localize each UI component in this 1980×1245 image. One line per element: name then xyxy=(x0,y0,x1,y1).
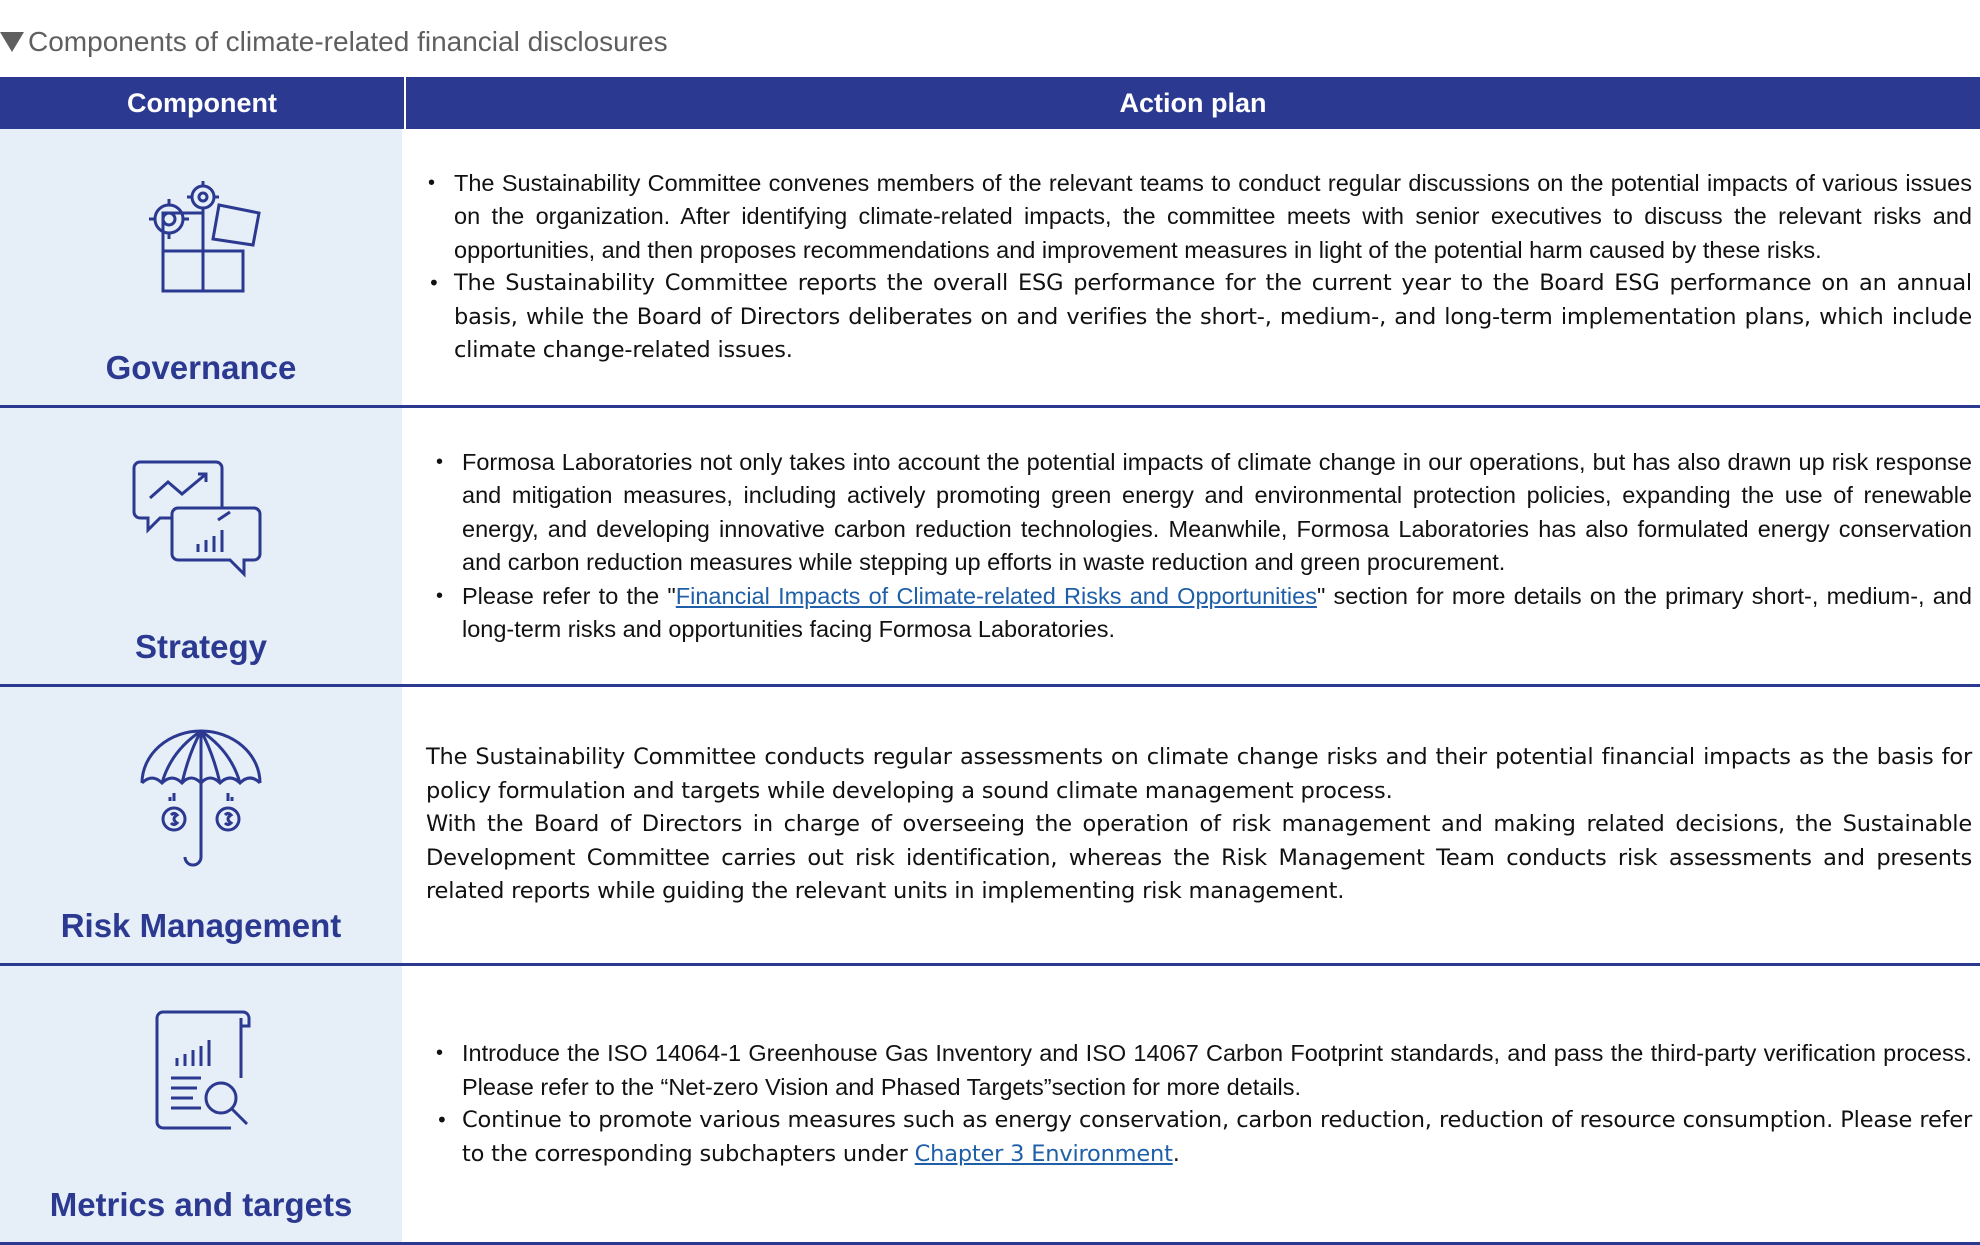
report-magnifier-icon xyxy=(141,1006,261,1136)
list-item-text: . xyxy=(1172,1140,1180,1167)
table-row-governance xyxy=(0,129,1980,408)
table-row-metrics-targets xyxy=(0,966,1980,1245)
list-item-text: Please refer to the " xyxy=(462,582,676,609)
component-cell xyxy=(0,966,402,1242)
component-cell xyxy=(0,129,402,405)
chapter-3-environment-link[interactable]: Chapter 3 Environment xyxy=(914,1140,1173,1167)
list-item-text: Continue to promote various measures such as energy conservation, carbon reduction, reduction of resource consumption. Please refer to the corresponding subchapters under xyxy=(462,1107,1972,1167)
list-item xyxy=(424,1104,1972,1171)
disclosures-table xyxy=(0,77,1980,1245)
umbrella-coins-icon xyxy=(136,727,266,867)
component-label: Risk Management xyxy=(60,907,342,944)
bullet-list xyxy=(416,446,1972,647)
action-plan-cell xyxy=(402,129,1980,405)
header-component: Component xyxy=(127,87,277,118)
caption-text: Components of climate-related financial disclosures xyxy=(28,26,668,57)
triangle-down-icon xyxy=(0,32,24,52)
bullet-list xyxy=(416,167,1972,368)
component-label: Governance xyxy=(105,349,297,386)
list-item: • Introduce the ISO 14064-1 Greenhouse Gas Inventory and ISO 14067 Carbon Footprint standards, and pass the third-party verification process. Please refer to the “Net-zero Vision and Phased Targets”section for more details. xyxy=(424,1037,1972,1104)
list-item: • Formosa Laboratories not only takes into account the potential impacts of climate change in our operations, but has also drawn up risk response and mitigation measures, including actively promoting green energy and environmental protection policies, expanding the use of renewable energy, and developing innovative carbon reduction technologies. Meanwhile, Formosa Laboratories has also formulated energy conservation and carbon reduction measures while stepping up efforts in waste reduction and green procurement. xyxy=(424,446,1972,580)
list-item xyxy=(424,580,1972,647)
puzzle-gears-icon xyxy=(131,169,271,319)
list-item-text: " section for more details on the primary short-, medium-, and long-term risks and opportunities facing Formosa Laboratories. xyxy=(462,582,1973,642)
list-item: • The Sustainability Committee reports the overall ESG performance for the current year to the Board ESG performance on an annual basis, while the Board of Directors deliberates on and verifies the short-, medium-, and long-term implementation plans, which include climate change-related issues. xyxy=(416,267,1972,368)
table-header xyxy=(0,77,1980,129)
paragraph-group xyxy=(416,741,1972,909)
action-plan-cell xyxy=(402,408,1980,684)
component-cell xyxy=(0,687,402,963)
section-caption xyxy=(0,22,668,62)
component-label: Strategy xyxy=(134,628,268,665)
bullet-list xyxy=(416,1037,1972,1171)
list-item: • The Sustainability Committee convenes members of the relevant teams to conduct regular discussions on the potential impacts of various issues on the organization. After identifying climate-related impacts, the committee meets with senior executives to discuss the relevant risks and opportunities, and then proposes recommendations and improvement measures in light of the potential harm caused by these risks. xyxy=(416,167,1972,268)
action-plan-cell xyxy=(402,966,1980,1242)
header-action-plan: Action plan xyxy=(404,77,1980,129)
financial-impacts-link[interactable]: Financial Impacts of Climate-related Risks and Opportunities xyxy=(675,582,1317,609)
action-plan-cell xyxy=(402,687,1980,963)
table-row-strategy xyxy=(0,408,1980,687)
component-cell xyxy=(0,408,402,684)
table-row-risk-management xyxy=(0,687,1980,966)
chart-chat-icon xyxy=(126,448,276,578)
paragraph: The Sustainability Committee conducts regular assessments on climate change risks and their potential financial impacts as the basis for policy formulation and targets while developing a sound climate management process. xyxy=(426,744,1972,804)
component-label: Metrics and targets xyxy=(49,1186,353,1223)
paragraph: With the Board of Directors in charge of overseeing the operation of risk management and making related decisions, the Sustainable Development Committee carries out risk identification, whereas the Risk Management Team conducts risk assessments and presents related reports while guiding the relevant units in implementing risk management. xyxy=(426,811,1972,905)
